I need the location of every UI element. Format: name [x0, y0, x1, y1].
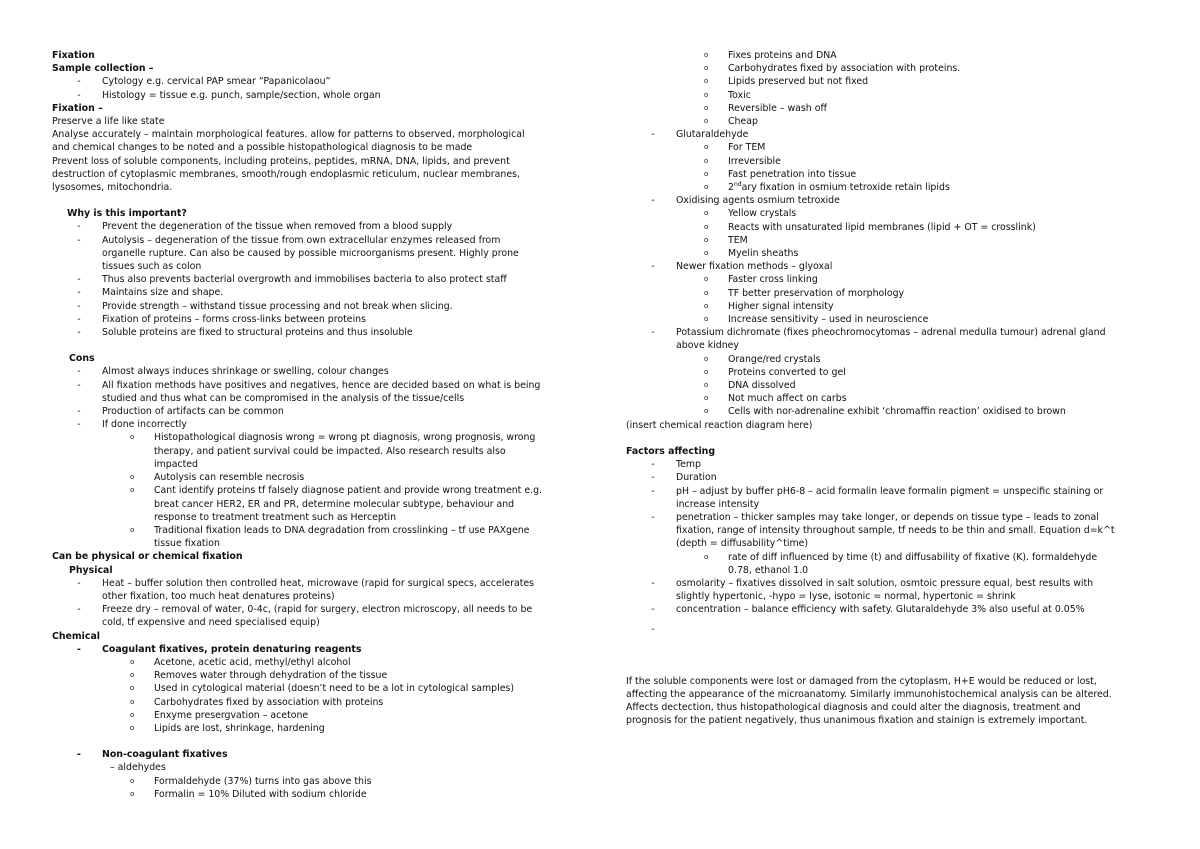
circle-bullet-icon: o	[130, 789, 135, 798]
factor-item	[626, 524, 1146, 537]
dash-bullet-icon: -	[77, 327, 81, 339]
potassium-label	[626, 326, 1146, 339]
line-text: TEM	[728, 234, 748, 246]
circle-bullet-icon: o	[130, 657, 135, 666]
why-item	[52, 313, 592, 326]
cons-subitem	[52, 537, 592, 550]
circle-bullet-icon: o	[704, 156, 709, 165]
line-text: Oxidising agents osmium tetroxide	[676, 195, 840, 207]
formalin-prop	[626, 49, 1146, 62]
coag-item	[52, 682, 592, 695]
chemical-heading	[52, 630, 592, 643]
line-text: prognosis for the patient negatively, thus unanimous fixation and stainign is extremely important.	[626, 715, 1088, 727]
why-item	[52, 273, 592, 286]
line-text: Formaldehyde (37%) turns into gas above this	[154, 775, 372, 787]
line-text: therapy, and patient survival could be impacted. Also research results also	[154, 445, 506, 457]
circle-bullet-icon: o	[704, 143, 709, 152]
cons-heading	[52, 352, 592, 365]
factor-item	[626, 498, 1146, 511]
spacer	[52, 735, 592, 748]
line-text: Can be physical or chemical fixation	[52, 551, 243, 563]
glutaraldehyde-prop	[626, 141, 1146, 154]
spacer	[626, 636, 1146, 649]
line-text: other fixation, too much heat denatures proteins)	[102, 590, 335, 602]
dash-bullet-icon: -	[651, 604, 655, 616]
aldehydes-label	[52, 761, 592, 774]
line-text: Fixation of proteins – forms cross-links between proteins	[102, 313, 367, 325]
line-text: Sample collection –	[52, 63, 154, 75]
line-text: If done incorrectly	[102, 419, 187, 431]
cons-subitem	[52, 445, 592, 458]
formalin-prop	[626, 115, 1146, 128]
circle-bullet-icon: o	[704, 77, 709, 86]
dash-bullet-icon: -	[77, 76, 81, 88]
dash-bullet-icon: -	[77, 89, 81, 101]
osmium-prop	[626, 234, 1146, 247]
line-text: ary fixation in osmium tetroxide retain lipids	[741, 182, 950, 194]
line-text: Autolysis can resemble necrosis	[154, 472, 305, 484]
line-text: Enxyme presergvation – acetone	[154, 709, 309, 721]
dash-bullet-icon: -	[651, 577, 655, 589]
coag-item	[52, 696, 592, 709]
line-text: Faster cross linking	[728, 274, 818, 286]
circle-bullet-icon: o	[130, 473, 135, 482]
formalin-prop	[626, 102, 1146, 115]
line-text: DNA dissolved	[728, 380, 796, 392]
line-text: fixation, range of intensity throughout sample, tf needs to be thin and small. Equation d=k^t	[676, 525, 1115, 537]
physical-heading	[52, 564, 592, 577]
line-text: osmolarity – fixatives dissolved in salt solution, osmtoic pressure equal, best results with	[676, 577, 1094, 589]
line-text: Affects dectection, thus histopathological diagnosis and could alter the diagnosis, treatment and	[626, 702, 1081, 714]
line-text: Fixes proteins and DNA	[728, 50, 837, 61]
line-text: cold, tf expensive and need specialised equip)	[102, 617, 320, 629]
summary-line	[626, 701, 1146, 714]
line-text: rate of diff influenced by time (t) and diffusability of fixative (K). formaldehyde	[728, 551, 1098, 563]
cons-subitem	[52, 458, 592, 471]
line-text: Fixation –	[52, 102, 103, 114]
formalin-prop	[626, 75, 1146, 88]
line-text: Higher signal intensity	[728, 300, 834, 312]
noncoag-heading	[52, 748, 592, 761]
line-text: Reversible – wash off	[728, 102, 827, 114]
dash-bullet-icon: -	[77, 287, 81, 299]
line-text: tissue fixation	[154, 538, 220, 550]
line-text: Cheap	[728, 116, 758, 128]
potassium-prop	[626, 366, 1146, 379]
line-text: 0.78, ethanol 1.0	[728, 564, 809, 576]
dash-bullet-icon: -	[77, 577, 81, 589]
line-text: Increase sensitivity – used in neuroscience	[728, 314, 929, 326]
line-text: Production of artifacts can be common	[102, 406, 284, 418]
dash-bullet-icon: -	[77, 406, 81, 418]
line-text: increase intensity	[676, 498, 760, 510]
formalin-prop	[626, 62, 1146, 75]
line-text: Freeze dry – removal of water, 0-4c, (rapid for surgery, electron microscopy, all needs to be	[102, 604, 533, 616]
glyoxal-label	[626, 260, 1146, 273]
glyoxal-prop	[626, 313, 1146, 326]
line-text: For TEM	[728, 142, 766, 154]
factor-item	[626, 485, 1146, 498]
cons-subitem	[52, 511, 592, 524]
dash-bullet-icon: -	[651, 511, 655, 523]
glyoxal-prop	[626, 287, 1146, 300]
osmium-prop	[626, 207, 1146, 220]
dash-bullet-icon: -	[77, 300, 81, 312]
line-text: lysosomes, mitochondria.	[52, 182, 173, 194]
factor-item	[626, 590, 1146, 603]
line-text: Factors affecting	[626, 445, 716, 457]
line-text: Prevent the degeneration of the tissue when removed from a blood supply	[102, 221, 453, 233]
line-text: (depth = diffusability^time)	[676, 538, 809, 550]
line-text: Autolysis – degeneration of the tissue from own extracellular enzymes released from	[102, 234, 501, 246]
potassium-prop	[626, 392, 1146, 405]
circle-bullet-icon: o	[704, 381, 709, 390]
potassium-prop	[626, 379, 1146, 392]
fixation-para-line	[52, 128, 592, 141]
spacer	[626, 662, 1146, 675]
why-item	[52, 220, 592, 233]
line-text: Lipids are lost, shrinkage, hardening	[154, 722, 325, 734]
circle-bullet-icon: o	[704, 288, 709, 297]
aldehyde-item	[52, 775, 592, 788]
glyoxal-prop	[626, 273, 1146, 286]
potassium-prop	[626, 405, 1146, 418]
glyoxal-prop	[626, 300, 1146, 313]
line-text: If the soluble components were lost or damaged from the cytoplasm, H+E would be reduced or lost,	[626, 675, 1097, 687]
cons-item	[52, 392, 592, 405]
line-text: Irreversible	[728, 155, 781, 167]
fixation-para-line	[52, 155, 592, 168]
circle-bullet-icon: o	[704, 209, 709, 218]
circle-bullet-icon: o	[704, 222, 709, 231]
circle-bullet-icon: o	[704, 51, 709, 59]
empty-bullet	[626, 623, 1146, 636]
dash-bullet-icon: -	[651, 485, 655, 497]
dash-bullet-icon: -	[77, 366, 81, 378]
fixation-para-line	[52, 168, 592, 181]
circle-bullet-icon: o	[704, 117, 709, 126]
line-text: Analyse accurately – maintain morphological features. allow for patterns to observed, morphological	[52, 129, 525, 141]
dash-bullet-icon: -	[77, 379, 81, 391]
line-text: Carbohydrates fixed by association with proteins	[154, 696, 384, 708]
line-text: destruction of cytoplasmic membranes, smooth/rough endoplasmic reticulum, nuclear membranes,	[52, 168, 520, 180]
line-text: Fixation	[52, 50, 95, 61]
cons-subitem	[52, 524, 592, 537]
circle-bullet-icon: o	[130, 525, 135, 534]
osmium-prop	[626, 221, 1146, 234]
circle-bullet-icon: o	[704, 169, 709, 178]
glutaraldehyde-prop	[626, 181, 1146, 194]
line-text: Prevent loss of soluble components, including proteins, peptides, mRNA, DNA, lipids, and prevent	[52, 155, 510, 167]
physical-item	[52, 590, 592, 603]
line-text: Cells with nor-adrenaline exhibit ‘chromaffin reaction’ oxidised to brown	[728, 406, 1066, 418]
dash-bullet-icon: -	[77, 749, 81, 761]
circle-bullet-icon: o	[704, 64, 709, 73]
circle-bullet-icon: o	[130, 776, 135, 785]
line-text: Used in cytological material (doesn’t need to be a lot in cytological samples)	[154, 683, 515, 695]
why-item	[52, 234, 592, 247]
line-text: 2	[728, 182, 734, 194]
why-heading	[52, 207, 592, 220]
spacer	[52, 339, 592, 352]
circle-bullet-icon: o	[130, 723, 135, 732]
line-text: Histopathological diagnosis wrong = wrong pt diagnosis, wrong prognosis, wrong	[154, 432, 536, 444]
circle-bullet-icon: o	[704, 552, 709, 561]
line-text: Removes water through dehydration of the tissue	[154, 670, 388, 682]
coag-item	[52, 669, 592, 682]
circle-bullet-icon: o	[704, 354, 709, 363]
dash-bullet-icon: -	[77, 643, 81, 655]
line-text: Chemical	[52, 630, 100, 642]
line-text: response to treatment treatment such as Herceptin	[154, 511, 397, 523]
line-text: Reacts with unsaturated lipid membranes (lipid + OT = crosslink)	[728, 221, 1036, 233]
why-item	[52, 300, 592, 313]
insert-note	[626, 419, 1146, 432]
circle-bullet-icon: o	[704, 249, 709, 258]
line-text: Not much affect on carbs	[728, 393, 847, 405]
fixation-para-line	[52, 141, 592, 154]
factor-item	[626, 458, 1146, 471]
circle-bullet-icon: o	[130, 671, 135, 680]
physical-item	[52, 577, 592, 590]
dash-bullet-icon: -	[77, 419, 81, 431]
physchem-heading	[52, 550, 592, 563]
circle-bullet-icon: o	[704, 301, 709, 310]
factor-item	[626, 603, 1146, 616]
dash-bullet-icon: -	[77, 221, 81, 233]
dash-bullet-icon: -	[651, 459, 655, 471]
line-text: Newer fixation methods – glyoxal	[676, 261, 833, 273]
sample-item	[52, 75, 592, 88]
coag-heading	[52, 643, 592, 656]
line-text: Yellow crystals	[728, 208, 797, 220]
penetration-subitem	[626, 564, 1146, 577]
summary-line	[626, 714, 1146, 727]
line-text: Proteins converted to gel	[728, 366, 846, 378]
factor-item	[626, 511, 1146, 524]
circle-bullet-icon: o	[704, 235, 709, 244]
circle-bullet-icon: o	[704, 407, 709, 416]
why-item	[52, 286, 592, 299]
line-text: Why is this important?	[67, 208, 187, 220]
line-text: Fast penetration into tissue	[728, 168, 857, 180]
osmium-label	[626, 194, 1146, 207]
factors-heading	[626, 445, 1146, 458]
dash-bullet-icon: -	[77, 234, 81, 246]
right-column	[626, 49, 1146, 728]
factor-item	[626, 537, 1146, 550]
circle-bullet-icon: o	[704, 103, 709, 112]
cons-subitem	[52, 471, 592, 484]
line-text: TF better preservation of morphology	[728, 287, 905, 299]
spacer	[52, 194, 592, 207]
dash-bullet-icon: -	[77, 313, 81, 325]
coag-item	[52, 656, 592, 669]
line-text: Temp	[676, 459, 701, 471]
glutaraldehyde-prop	[626, 155, 1146, 168]
line-text: Coagulant fixatives, protein denaturing reagents	[102, 643, 362, 655]
line-text: organelle rupture. Can also be caused by possible microorganisms present. Highly prone	[102, 247, 519, 259]
physical-item	[52, 616, 592, 629]
line-text: Potassium dichromate (fixes pheochromocytomas – adrenal medulla tumour) adrenal gland	[676, 327, 1106, 339]
line-text: pH – adjust by buffer pH6-8 – acid formalin leave formalin pigment = unspecific staining or	[676, 485, 1104, 497]
line-text: penetration – thicker samples may take longer, or depends on tissue type – leads to zonal	[676, 511, 1099, 523]
fixation-para-line	[52, 115, 592, 128]
aldehyde-item	[52, 788, 592, 801]
line-text: tissues such as colon	[102, 261, 202, 273]
line-text: Maintains size and shape.	[102, 287, 224, 299]
fixation-para-line	[52, 181, 592, 194]
line-text: Formalin = 10% Diluted with sodium chloride	[154, 788, 367, 800]
line-text: Physical	[69, 564, 113, 576]
dash-bullet-icon: -	[651, 327, 655, 339]
circle-bullet-icon: o	[130, 486, 135, 495]
circle-bullet-icon: o	[130, 697, 135, 706]
summary-line	[626, 688, 1146, 701]
why-item	[52, 260, 592, 273]
line-text: Duration	[676, 472, 717, 484]
formalin-prop	[626, 89, 1146, 102]
circle-bullet-icon: o	[704, 183, 709, 192]
fixation-heading	[52, 102, 592, 115]
cons-subitem	[52, 431, 592, 444]
dash-bullet-icon: -	[651, 261, 655, 273]
line-text: Thus also prevents bacterial overgrowth and immobilises bacteria to also protect staff	[102, 274, 507, 286]
glutaraldehyde-prop	[626, 168, 1146, 181]
line-text: Provide strength – withstand tissue processing and not break when slicing.	[102, 300, 453, 312]
line-text: Traditional fixation leads to DNA degradation from crosslinking – tf use PAXgene	[154, 524, 530, 536]
penetration-subitem	[626, 551, 1146, 564]
line-text: Myelin sheaths	[728, 248, 799, 260]
circle-bullet-icon: o	[704, 90, 709, 99]
line-text: Orange/red crystals	[728, 353, 821, 365]
doc-title	[52, 49, 592, 62]
line-text: Heat – buffer solution then controlled heat, microwave (rapid for surgical specs, accelerates	[102, 577, 535, 589]
spacer	[626, 432, 1146, 445]
line-text: Cant identify proteins tf falsely diagnose patient and provide wrong treatment e.g.	[154, 485, 542, 497]
line-text: Glutaraldehyde	[676, 129, 749, 141]
line-text: Toxic	[728, 89, 751, 101]
line-text: above kidney	[676, 340, 739, 352]
circle-bullet-icon: o	[704, 394, 709, 403]
cons-subitem	[52, 498, 592, 511]
dash-bullet-icon: -	[651, 195, 655, 207]
dash-bullet-icon: -	[77, 604, 81, 616]
line-text: and chemical changes to be noted and a possible histopathological diagnosis to be made	[52, 142, 473, 154]
potassium-label	[626, 339, 1146, 352]
why-item	[52, 247, 592, 260]
why-item	[52, 326, 592, 339]
line-text: affecting the appearance of the microanatomy. Similarly immunohistochemical analysis can be altered.	[626, 688, 1112, 700]
cons-item	[52, 405, 592, 418]
circle-bullet-icon: o	[704, 367, 709, 376]
potassium-prop	[626, 353, 1146, 366]
physical-item	[52, 603, 592, 616]
line-text: Non-coagulant fixatives	[102, 749, 228, 761]
coag-item	[52, 709, 592, 722]
circle-bullet-icon: o	[130, 684, 135, 693]
spacer	[626, 649, 1146, 662]
line-text: Carbohydrates fixed by association with proteins.	[728, 63, 961, 75]
line-text: Histology = tissue e.g. punch, sample/section, whole organ	[102, 89, 381, 101]
dash-bullet-icon: -	[651, 472, 655, 484]
line-text: Cytology e.g. cervical PAP smear “Papanicolaou”	[102, 76, 331, 88]
factor-item	[626, 471, 1146, 484]
left-column	[52, 49, 592, 801]
sample-heading	[52, 62, 592, 75]
line-text: slightly hypertonic, -hypo = lyse, isotonic = normal, hypertonic = shrink	[676, 591, 1016, 603]
dash-bullet-icon: -	[651, 129, 655, 141]
line-text: All fixation methods have positives and negatives, hence are decided based on what is being	[102, 379, 541, 391]
line-text: impacted	[154, 458, 198, 470]
cons-item	[52, 379, 592, 392]
line-text: Soluble proteins are fixed to structural proteins and thus insoluble	[102, 327, 413, 339]
line-text: Lipids preserved but not fixed	[728, 76, 869, 88]
circle-bullet-icon: o	[130, 710, 135, 719]
line-text: Cons	[69, 353, 95, 365]
glutaraldehyde-label	[626, 128, 1146, 141]
summary-line	[626, 675, 1146, 688]
dash-bullet-icon: -	[651, 623, 655, 635]
circle-bullet-icon: o	[704, 275, 709, 284]
osmium-prop	[626, 247, 1146, 260]
line-text: Acetone, acetic acid, methyl/ethyl alcohol	[154, 656, 351, 668]
sample-item	[52, 89, 592, 102]
superscript: nd	[733, 180, 742, 188]
line-text: (insert chemical reaction diagram here)	[626, 419, 813, 431]
line-text: studied and thus what can be compromised in the analysis of the tissue/cells	[102, 392, 465, 404]
factor-item	[626, 577, 1146, 590]
dash-bullet-icon: -	[77, 274, 81, 286]
cons-subitem	[52, 484, 592, 497]
cons-item	[52, 418, 592, 431]
line-text: concentration – balance efficiency with safety. Glutaraldehyde 3% also useful at 0.05%	[676, 604, 1085, 616]
circle-bullet-icon: o	[704, 315, 709, 324]
line-text: Preserve a life like state	[52, 116, 165, 128]
line-text: – aldehydes	[110, 762, 166, 774]
circle-bullet-icon: o	[130, 433, 135, 442]
line-text: breat cancer HER2, ER and PR, determine molecular subtype, behaviour and	[154, 498, 515, 510]
coag-item	[52, 722, 592, 735]
cons-item	[52, 365, 592, 378]
line-text: Almost always induces shrinkage or swelling, colour changes	[102, 366, 389, 378]
